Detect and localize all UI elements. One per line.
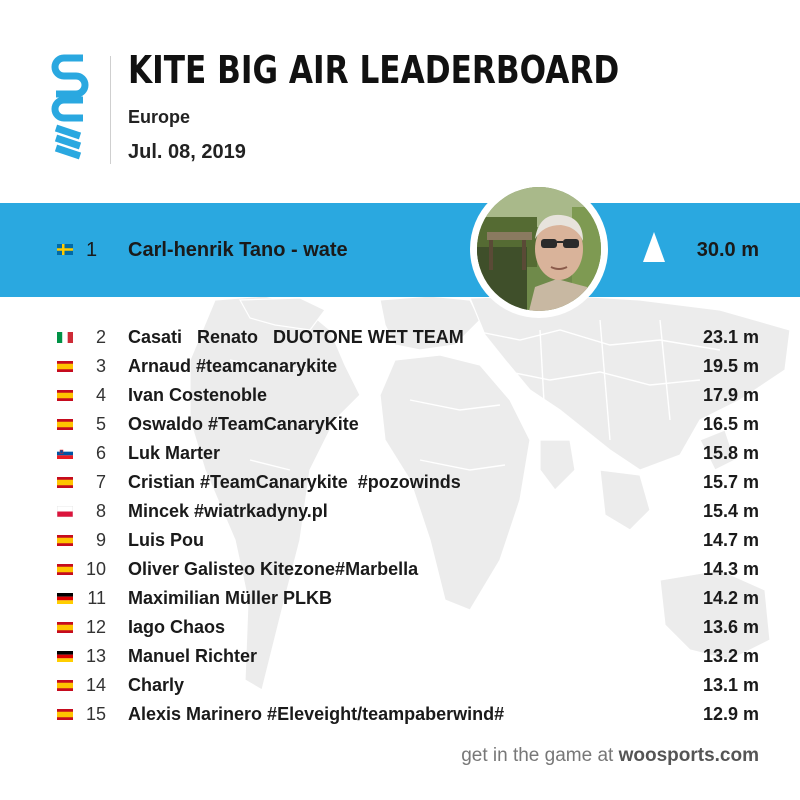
- flag-pl-icon: [57, 506, 73, 517]
- leaderboard-row[interactable]: [0, 526, 800, 555]
- leader-avatar[interactable]: [470, 180, 608, 318]
- leader-banner: [0, 203, 800, 297]
- row-jump-height: 16.5 m: [702, 414, 759, 434]
- flag-es-icon: [57, 390, 73, 401]
- row-rank: 4: [95, 385, 106, 405]
- row-jump-height: 13.2 m: [702, 646, 759, 666]
- row-jump-height: 15.4 m: [702, 501, 759, 521]
- date-label: Jul. 08, 2019: [128, 141, 246, 163]
- flag-de-icon: [57, 593, 73, 604]
- flag-es-icon: [57, 477, 73, 488]
- row-rank: 7: [95, 472, 106, 492]
- row-athlete-name: Oliver Galisteo Kitezone#Marbella: [128, 559, 419, 579]
- footer-site-link[interactable]: woosports.com: [618, 745, 759, 766]
- row-jump-height: 14.2 m: [702, 588, 759, 608]
- row-athlete-name: Iago Chaos: [128, 617, 226, 637]
- row-jump-height: 19.5 m: [702, 356, 759, 376]
- row-jump-height: 13.6 m: [702, 617, 759, 637]
- flag-se-icon: [57, 244, 73, 255]
- row-athlete-name: Arnaud #teamcanarykite: [128, 356, 338, 376]
- flag-es-icon: [57, 564, 73, 575]
- row-athlete-name: Luis Pou: [128, 530, 204, 550]
- flag-de-icon: [57, 651, 73, 662]
- row-jump-height: 14.3 m: [702, 559, 759, 579]
- leaderboard-row[interactable]: [0, 555, 800, 584]
- row-rank: 13: [85, 646, 106, 666]
- row-rank: 3: [95, 356, 106, 376]
- leaderboard-row[interactable]: [0, 584, 800, 613]
- leader-name: Carl-henrik Tano - wate: [128, 239, 348, 261]
- row-athlete-name: Charly: [128, 675, 185, 695]
- row-jump-height: 23.1 m: [702, 327, 759, 347]
- row-jump-height: 12.9 m: [702, 704, 759, 724]
- leaderboard-row[interactable]: [0, 671, 800, 700]
- row-athlete-name: Alexis Marinero #Eleveight/teampaberwind#: [128, 704, 505, 724]
- leader-rank: 1: [86, 239, 98, 261]
- leaderboard-row[interactable]: [0, 439, 800, 468]
- footer-cta[interactable]: get in the game at woosports.com: [461, 745, 759, 766]
- row-jump-height: 13.1 m: [702, 675, 759, 695]
- leaderboard-row[interactable]: [0, 410, 800, 439]
- row-rank: 8: [95, 501, 106, 521]
- row-athlete-name: Ivan Costenoble: [128, 385, 268, 405]
- row-athlete-name: Maximilian Müller PLKB: [128, 588, 333, 608]
- row-athlete-name: Casati Renato DUOTONE WET TEAM: [128, 327, 464, 347]
- row-athlete-name: Cristian #TeamCanarykite #pozowinds: [128, 472, 461, 492]
- row-athlete-name: Mincek #wiatrkadyny.pl: [128, 501, 328, 521]
- flag-es-icon: [57, 680, 73, 691]
- flag-es-icon: [57, 419, 73, 430]
- leaderboard-list: [0, 323, 800, 729]
- row-jump-height: 14.7 m: [702, 530, 759, 550]
- region-label: Europe: [128, 107, 191, 127]
- leaderboard-row[interactable]: [0, 381, 800, 410]
- flag-es-icon: [57, 361, 73, 372]
- row-athlete-name: Luk Marter: [128, 443, 221, 463]
- flag-es-icon: [57, 535, 73, 546]
- row-rank: 10: [85, 559, 106, 579]
- row-rank: 15: [85, 704, 106, 724]
- leaderboard-row[interactable]: [0, 613, 800, 642]
- leaderboard-row[interactable]: [0, 497, 800, 526]
- leaderboard-row[interactable]: [0, 468, 800, 497]
- header-divider: [110, 56, 111, 164]
- row-rank: 6: [95, 443, 106, 463]
- leader-value: 30.0 m: [696, 239, 759, 261]
- flag-es-icon: [57, 709, 73, 720]
- row-rank: 11: [87, 588, 106, 608]
- leaderboard-row[interactable]: [0, 352, 800, 381]
- row-rank: 14: [85, 675, 106, 695]
- row-rank: 12: [85, 617, 106, 637]
- row-jump-height: 15.7 m: [702, 472, 759, 492]
- leaderboard-row[interactable]: [0, 700, 800, 729]
- row-athlete-name: Manuel Richter: [128, 646, 258, 666]
- row-jump-height: 15.8 m: [702, 443, 759, 463]
- row-rank: 2: [95, 327, 106, 347]
- flag-es-icon: [57, 622, 73, 633]
- flag-si-icon: [57, 448, 73, 459]
- flag-it-icon: [57, 332, 73, 343]
- leaderboard-row[interactable]: [0, 642, 800, 671]
- row-rank: 5: [95, 414, 106, 434]
- row-athlete-name: Oswaldo #TeamCanaryKite: [128, 414, 359, 434]
- page-title: KITE BIG AIR LEADERBOARD: [128, 48, 620, 92]
- triangle-up-icon: [641, 230, 667, 264]
- woo-logo-icon: [50, 52, 90, 164]
- row-jump-height: 17.9 m: [702, 385, 759, 405]
- row-rank: 9: [95, 530, 106, 550]
- leaderboard-row[interactable]: [0, 323, 800, 352]
